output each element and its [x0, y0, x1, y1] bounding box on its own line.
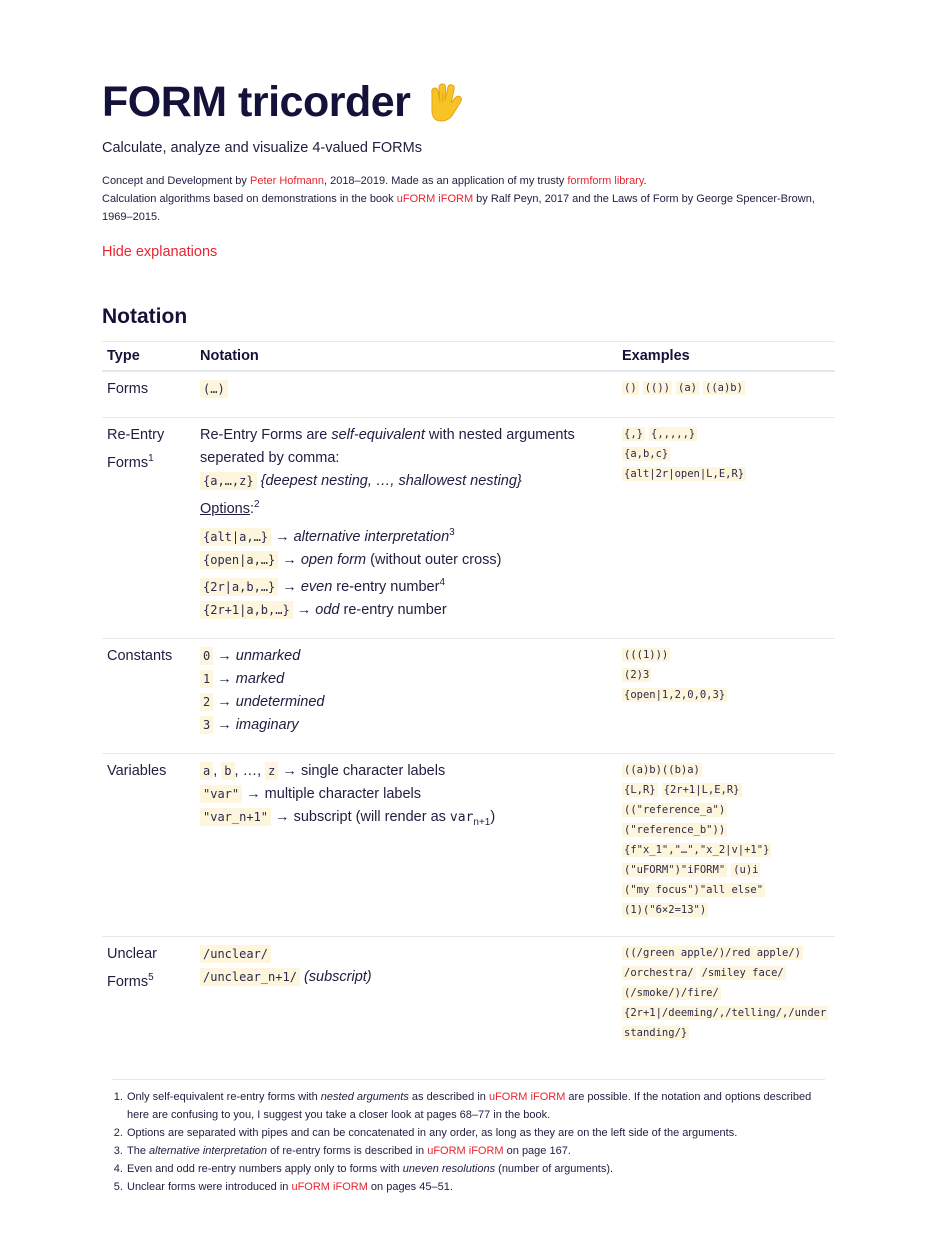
type-cell: Forms — [102, 371, 195, 418]
arrow-icon: → — [217, 671, 232, 688]
type-label: Forms — [107, 454, 149, 471]
example-code[interactable]: () — [624, 382, 637, 394]
type-cell — [102, 937, 195, 1060]
formform-library-link[interactable]: formform library — [567, 175, 644, 187]
separator: , — [213, 763, 222, 780]
footnote-ref[interactable]: 3 — [449, 526, 455, 538]
notation-desc: {deepest nesting, …, shallowest nesting} — [260, 473, 522, 489]
example-code[interactable]: {L,R} — [624, 784, 656, 797]
option-text: re-entry number — [332, 579, 440, 596]
credits-text: . — [643, 175, 647, 187]
example-code[interactable]: ("my focus")"all else" — [624, 884, 764, 897]
footnote-ref[interactable]: 5 — [148, 972, 154, 984]
example-line — [622, 943, 830, 963]
example-code[interactable]: (2)3 — [624, 669, 650, 682]
arrow-icon: → — [217, 717, 232, 734]
example-code[interactable]: ((a)b)((b)a) — [624, 764, 700, 777]
hide-explanations-link[interactable]: Hide explanations — [102, 244, 218, 260]
option-line — [200, 526, 455, 545]
example-code[interactable]: (("reference_a") — [624, 804, 726, 817]
notation-code: (…) — [200, 380, 228, 398]
uform-iform-link[interactable]: uFORM iFORM — [396, 193, 474, 205]
unclear-desc: (subscript) — [303, 969, 372, 986]
option-text: (without outer cross) — [366, 551, 502, 568]
option-code: {2r+1|a,b,…} — [200, 601, 293, 619]
example-line — [622, 963, 830, 983]
notation-cell — [195, 937, 617, 1060]
option-line — [200, 602, 447, 618]
footnote-text: (number of arguments). — [495, 1163, 614, 1176]
desc-text: with nested arguments seperated by comma: — [200, 427, 575, 466]
notation-cell — [195, 371, 617, 418]
footnote-text: Options are separated with pipes and can be concatenated in any order, as long as they are on the left side of the arguments. — [127, 1127, 738, 1140]
table-row-forms — [102, 371, 835, 418]
footnote-em: nested arguments — [320, 1091, 409, 1104]
footnote-text: are possible. If the notation and options described here are confusing to you, I suggest you take a closer look at pages 68–77 in the book. — [127, 1091, 812, 1122]
footnote-text: Even and odd re-entry numbers apply only to forms with — [127, 1163, 403, 1176]
example-code[interactable]: ("uFORM")"iFORM" — [624, 864, 726, 877]
example-line — [622, 760, 830, 780]
example-line — [622, 860, 830, 880]
notation-cell — [195, 639, 617, 754]
example-line — [622, 665, 830, 685]
examples-cell — [617, 754, 835, 937]
subtitle: Calculate, analyze and visualize 4-valued FORMs — [102, 140, 422, 156]
example-code[interactable]: (a) — [678, 382, 697, 394]
example-code[interactable]: (()) — [644, 382, 670, 394]
variable-code: b — [221, 762, 234, 780]
author-link[interactable]: Peter Hofmann — [249, 175, 324, 187]
variable-code: a — [200, 762, 213, 780]
unclear-code: /unclear_n+1/ — [200, 968, 300, 986]
notation-code: {a,…,z} — [200, 472, 257, 490]
options-label: Options — [200, 500, 250, 517]
constant-code: 3 — [200, 716, 213, 734]
credits-text: Concept and Development by — [102, 175, 250, 187]
footnote-text: of re-entry forms is described in — [267, 1145, 428, 1158]
type-label: Re-Entry — [107, 427, 165, 443]
option-code: {2r|a,b,…} — [200, 578, 278, 596]
separator: , — [257, 763, 266, 780]
example-code[interactable]: ((a)b) — [705, 382, 743, 394]
constant-label: marked — [235, 671, 285, 688]
constant-code: 0 — [200, 647, 213, 665]
type-cell — [102, 418, 195, 639]
example-code[interactable]: ((/green apple/)/red apple/) — [624, 947, 802, 960]
option-code: {open|a,…} — [200, 551, 278, 569]
variable-code: "var_n+1" — [200, 808, 271, 826]
variable-desc: ) — [490, 809, 496, 826]
example-line — [622, 685, 830, 705]
footnote-text: The — [127, 1145, 150, 1158]
footnote-ref[interactable]: 4 — [439, 577, 446, 589]
notation-heading: Notation — [102, 305, 188, 328]
option-em: alternative interpretation — [293, 528, 450, 545]
footnote-ref[interactable]: 1 — [148, 453, 154, 464]
example-code[interactable]: {a,b,c} — [624, 448, 669, 460]
desc-em: self-equivalent — [331, 427, 425, 443]
example-line — [622, 1023, 830, 1043]
credits — [102, 172, 835, 226]
example-code[interactable]: {2r+1|/deeming/,/telling/,/under — [624, 1007, 827, 1020]
footnote-text: on page 167. — [503, 1145, 571, 1158]
footnote-text: on pages 45–51. — [367, 1181, 453, 1194]
example-line — [622, 800, 830, 820]
constant-label: undetermined — [235, 694, 325, 711]
table-row-unclear — [102, 937, 835, 1060]
option-em: open form — [300, 551, 367, 568]
example-line — [622, 1003, 830, 1023]
title-text: FORM tricorder — [102, 78, 411, 126]
type-label: Unclear — [107, 946, 157, 963]
arrow-icon: → — [296, 602, 312, 619]
constant-label: imaginary — [235, 717, 299, 734]
credits-text: by Ralf Peyn, 2017 and the Laws of Form by George Spencer-Brown, 1969–2015. — [102, 193, 815, 223]
ellipsis: … — [242, 763, 258, 780]
option-code: {alt|a,…} — [200, 528, 271, 546]
example-line — [622, 645, 830, 665]
page-title — [102, 74, 835, 130]
example-code[interactable]: /smiley face/ — [701, 967, 784, 980]
desc-text: Re-Entry Forms are — [200, 427, 332, 443]
example-code[interactable]: {,,,,,} — [651, 428, 696, 440]
column-header-type: Type — [102, 342, 195, 372]
option-em: even — [300, 579, 333, 596]
notation-table — [102, 341, 835, 1059]
example-line — [622, 900, 830, 920]
footnote-1 — [126, 1088, 825, 1124]
table-row-constants — [102, 639, 835, 754]
type-cell: Variables — [102, 754, 195, 937]
notation-cell — [195, 754, 617, 937]
example-code[interactable]: /orchestra/ — [624, 967, 694, 980]
example-code[interactable]: standing/} — [624, 1027, 688, 1040]
option-line — [200, 552, 502, 568]
example-code[interactable]: {,} — [624, 428, 643, 440]
example-code[interactable]: {f"x_1","…","x_2|v|+1"} — [624, 844, 770, 857]
table-row-variables — [102, 754, 835, 937]
unclear-code: /unclear/ — [200, 945, 271, 963]
example-code[interactable]: {alt|2r|open|L,E,R} — [624, 468, 745, 480]
uform-iform-link[interactable]: uFORM iFORM — [291, 1181, 368, 1194]
variable-desc: → subscript (will render as — [271, 809, 450, 826]
example-line — [622, 424, 830, 444]
uform-iform-link[interactable]: uFORM iFORM — [488, 1091, 566, 1104]
type-label: Forms — [107, 974, 149, 991]
examples-cell — [617, 371, 835, 418]
example-code[interactable]: {open|1,2,0,0,3} — [624, 689, 726, 702]
type-cell: Constants — [102, 639, 195, 754]
option-em: odd — [315, 602, 340, 619]
examples-cell — [617, 418, 835, 639]
footnote-5 — [126, 1178, 825, 1196]
example-line — [622, 820, 830, 840]
footnote-4 — [126, 1160, 825, 1178]
example-code[interactable]: (/smoke/)/fire/ — [624, 987, 719, 1000]
example-line — [622, 780, 830, 800]
footnote-em: uneven resolutions — [402, 1163, 496, 1176]
example-code[interactable]: (((1))) — [624, 649, 669, 662]
table-row-reentry — [102, 418, 835, 639]
uform-iform-link[interactable]: uFORM iFORM — [427, 1145, 504, 1158]
footnote-text: Only self-equivalent re-entry forms with — [127, 1091, 321, 1104]
examples-cell — [617, 937, 835, 1060]
footnote-text: Unclear forms were introduced in — [127, 1181, 292, 1194]
arrow-icon: → — [282, 579, 297, 596]
column-header-examples: Examples — [617, 342, 835, 372]
example-code[interactable]: ("reference_b")) — [624, 824, 726, 837]
constant-code: 2 — [200, 693, 213, 711]
footnote-text: as described in — [408, 1091, 489, 1104]
variable-desc: → multiple character labels — [242, 786, 422, 803]
arrow-icon: → — [217, 648, 232, 665]
table-header-row — [102, 342, 835, 372]
separator: , — [234, 763, 243, 780]
footnote-ref[interactable]: 2 — [254, 499, 260, 510]
notation-cell: Re-Entry Forms are self-equivalent with nested arguments seperated by comma: {a,…,z} {deepest nesting, …, shallowest nesting} Options:$^2$ {alt|a,…} → alternative interpretation$^3$ {open|a,…} → open form (without outer cross) {2r|a,b,…} → even re-entry number$^4$ {2r+1|a,b,…} → odd re-entry number — [195, 418, 617, 639]
column-header-notation: Notation — [195, 342, 617, 372]
examples-cell — [617, 639, 835, 754]
example-code[interactable]: (u)i — [733, 864, 759, 877]
example-code[interactable]: (1)("6×2=13") — [624, 904, 707, 917]
vulcan-salute-icon — [422, 80, 466, 124]
example-code[interactable]: {2r+1|L,E,R} — [663, 784, 740, 797]
arrow-icon: → — [275, 528, 290, 545]
example-line — [622, 444, 830, 464]
footnote-em: alternative interpretation — [149, 1145, 268, 1158]
credits-text: Calculation algorithms based on demonstrations in the book — [102, 193, 397, 205]
option-line — [200, 579, 445, 595]
example-line — [622, 983, 830, 1003]
variable-code: z — [265, 762, 278, 780]
subscript-base: var — [449, 810, 474, 826]
example-line — [622, 880, 830, 900]
credits-text: , 2018–2019. Made as an application of my trusty — [323, 175, 568, 187]
example-line — [622, 840, 830, 860]
subscript-index: n+1 — [473, 817, 491, 829]
footnotes — [112, 1079, 825, 1196]
footnote-2 — [126, 1124, 825, 1142]
constant-label: unmarked — [235, 648, 301, 665]
footnote-3 — [126, 1142, 825, 1160]
option-text: re-entry number — [339, 602, 447, 619]
arrow-icon: → — [217, 694, 232, 711]
arrow-icon: → — [282, 551, 297, 568]
variable-code: "var" — [200, 785, 242, 803]
constant-code: 1 — [200, 670, 213, 688]
example-line — [622, 464, 830, 484]
variable-desc: → single character labels — [278, 763, 446, 780]
